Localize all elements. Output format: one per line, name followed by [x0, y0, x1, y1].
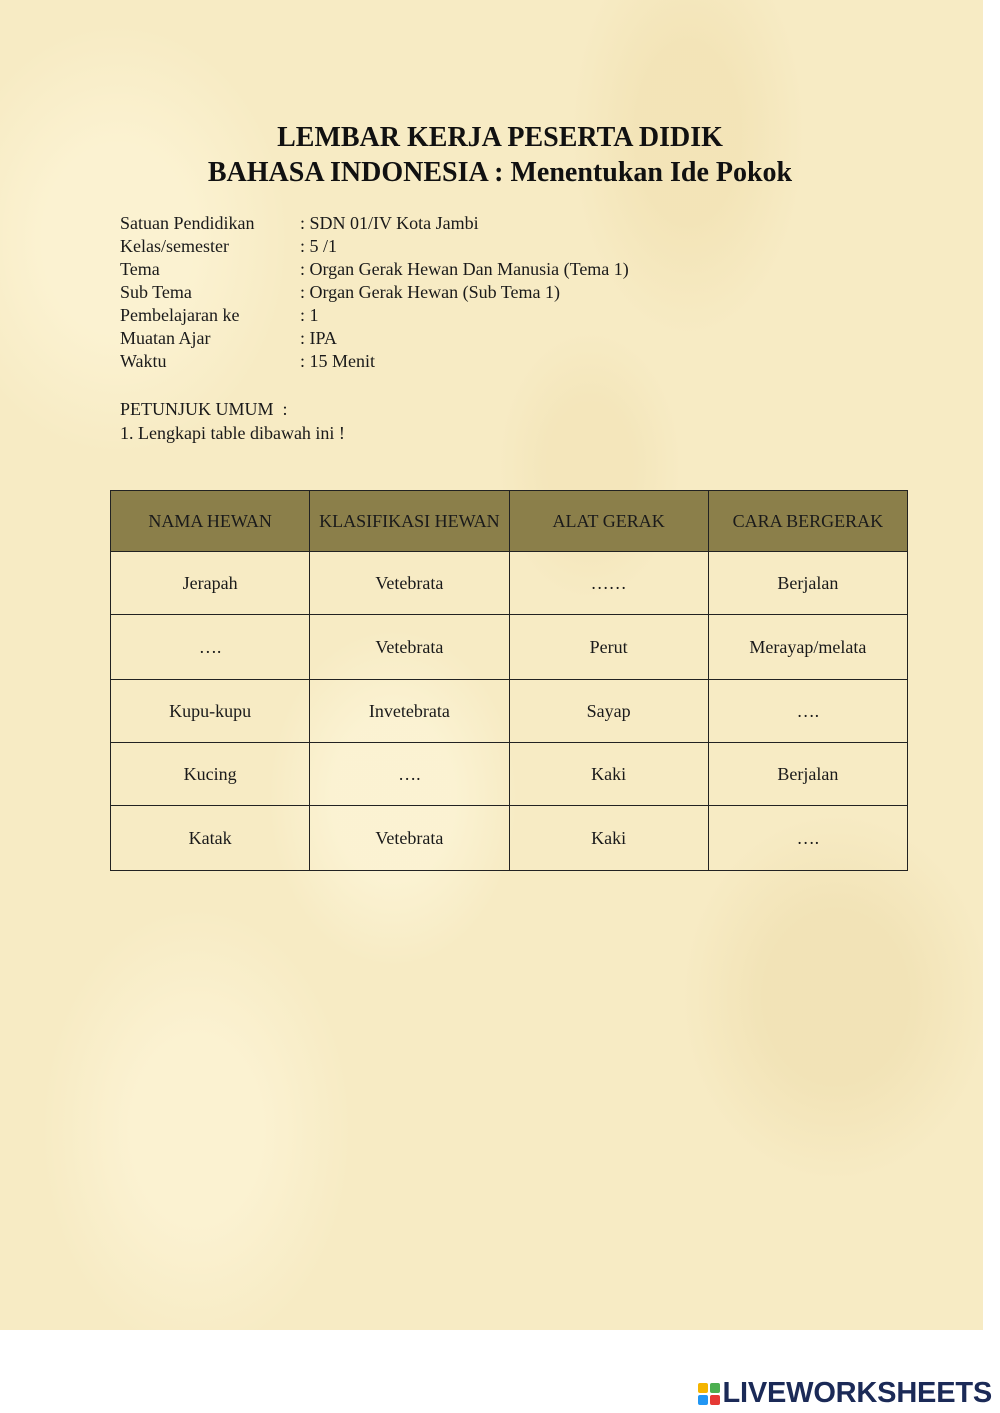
- info-row-kelas: [120, 235, 629, 258]
- info-value: : Organ Gerak Hewan Dan Manusia (Tema 1): [300, 259, 629, 279]
- table-cell: Katak: [111, 806, 310, 871]
- brand-name: LIVEWORKSHEETS: [722, 1377, 992, 1409]
- info-label: Muatan Ajar: [120, 328, 211, 348]
- answer-blank-cell[interactable]: ….: [708, 806, 907, 871]
- animal-movement-table: [110, 490, 908, 871]
- table-row: [111, 552, 908, 615]
- answer-blank-cell[interactable]: ….: [310, 743, 509, 806]
- table-cell: Vetebrata: [310, 806, 509, 871]
- info-label: Pembelajaran ke: [120, 305, 240, 325]
- info-row-pembelajaran: [120, 304, 629, 327]
- info-value: : 5 /1: [300, 236, 338, 256]
- table-cell: Berjalan: [708, 552, 907, 615]
- table-cell: Merayap/melata: [708, 615, 907, 680]
- info-label: Tema: [120, 259, 160, 279]
- info-row-subtema: [120, 281, 629, 304]
- table-cell: Kaki: [509, 806, 708, 871]
- page-title: LEMBAR KERJA PESERTA DIDIK: [277, 122, 723, 153]
- table-cell: Vetebrata: [310, 552, 509, 615]
- info-row-satuan: [120, 212, 629, 235]
- table-cell: Perut: [509, 615, 708, 680]
- liveworksheets-brand[interactable]: [698, 1377, 993, 1410]
- table-row: [111, 680, 908, 743]
- info-value: : Organ Gerak Hewan (Sub Tema 1): [300, 282, 560, 302]
- instructions-heading: PETUNJUK UMUM :: [120, 399, 288, 419]
- info-value: : 1: [300, 305, 319, 325]
- table-cell: Berjalan: [708, 743, 907, 806]
- table-cell: Kupu-kupu: [111, 680, 310, 743]
- answer-blank-cell[interactable]: ….: [111, 615, 310, 680]
- table-row: [111, 615, 908, 680]
- answer-blank-cell[interactable]: ….: [708, 680, 907, 743]
- info-label: Kelas/semester: [120, 236, 229, 256]
- info-row-tema: [120, 258, 629, 281]
- table-cell: Invetebrata: [310, 680, 509, 743]
- column-header-klasifikasi: KLASIFIKASI HEWAN: [310, 491, 509, 552]
- table-cell: Kaki: [509, 743, 708, 806]
- info-label: Satuan Pendidikan: [120, 213, 255, 233]
- page-subtitle: BAHASA INDONESIA : Menentukan Ide Pokok: [207, 157, 793, 188]
- info-value: : 15 Menit: [300, 351, 375, 371]
- answer-blank-cell[interactable]: ……: [509, 552, 708, 615]
- info-row-waktu: [120, 350, 629, 373]
- info-value: : SDN 01/IV Kota Jambi: [300, 213, 479, 233]
- info-label: Waktu: [120, 351, 167, 371]
- identity-info: [120, 212, 629, 373]
- table-cell: Sayap: [509, 680, 708, 743]
- table-cell: Kucing: [111, 743, 310, 806]
- table-cell: Vetebrata: [310, 615, 509, 680]
- instructions: [120, 397, 345, 445]
- table-row: [111, 806, 908, 871]
- column-header-alat-gerak: ALAT GERAK: [509, 491, 708, 552]
- table-row: [111, 743, 908, 806]
- instruction-item: 1. Lengkapi table dibawah ini !: [120, 423, 345, 443]
- table-cell: Jerapah: [111, 552, 310, 615]
- info-label: Sub Tema: [120, 282, 192, 302]
- info-row-muatan: [120, 327, 629, 350]
- liveworksheets-logo-icon: [698, 1383, 720, 1405]
- table-header-row: [111, 491, 908, 552]
- column-header-cara-bergerak: CARA BERGERAK: [708, 491, 907, 552]
- column-header-nama-hewan: NAMA HEWAN: [111, 491, 310, 552]
- info-value: : IPA: [300, 328, 337, 348]
